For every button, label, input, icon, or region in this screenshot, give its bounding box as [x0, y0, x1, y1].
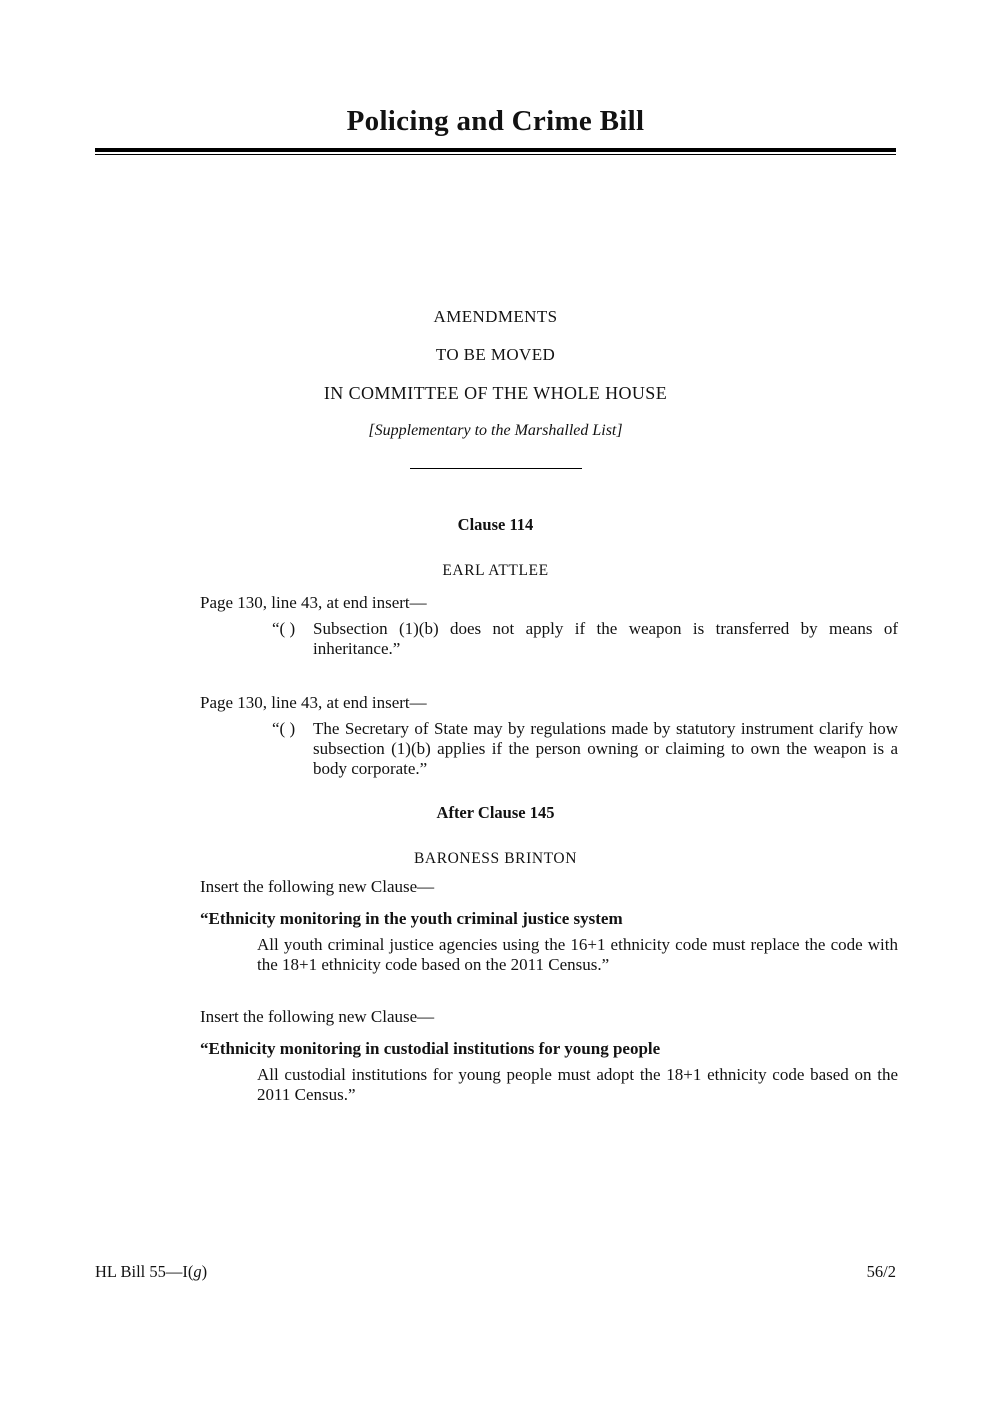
bill-reference-suffix: )	[201, 1262, 208, 1281]
amendment-leadin: Insert the following new Clause—	[200, 877, 435, 896]
clause-heading-after-145: After Clause 145	[436, 803, 555, 822]
new-clause-title: “Ethnicity monitoring in custodial institutions for young people	[200, 1039, 661, 1058]
heading-to-be-moved: TO BE MOVED	[435, 345, 556, 364]
heading-amendments: AMENDMENTS	[433, 307, 558, 326]
amendment-body	[272, 719, 898, 779]
clause-heading-114: Clause 114	[457, 515, 534, 534]
amendment-marker: “( )	[272, 719, 296, 738]
amendment-leadin: Page 130, line 43, at end insert—	[200, 693, 427, 712]
bill-reference-italic: g	[193, 1262, 202, 1281]
title-rule	[95, 148, 896, 155]
amendment-body	[272, 619, 898, 659]
amendment-leadin: Insert the following new Clause—	[200, 1007, 435, 1026]
sponsor-baroness-brinton: BARONESS BRINTON	[413, 850, 578, 867]
amendment-marker: “( )	[272, 619, 296, 638]
amendment-text: Subsection (1)(b) does not apply if the weapon is transferred by means of inheritance.”	[313, 619, 898, 658]
new-clause-title: “Ethnicity monitoring in the youth criminal justice system	[200, 909, 623, 928]
marshalled-list-note: [Supplementary to the Marshalled List]	[368, 422, 623, 439]
amendment-leadin: Page 130, line 43, at end insert—	[200, 593, 427, 612]
bill-reference	[95, 1262, 207, 1282]
page-footer	[95, 1262, 896, 1282]
new-clause-text: All youth criminal justice agencies using the 16+1 ethnicity code must replace the code with the 18+1 ethnicity code based on the 2011 Census.”	[257, 935, 898, 974]
amendment-text: The Secretary of State may by regulations made by statutory instrument clarify how subsection (1)(b) applies if the person owning or claiming to own the weapon is a body corporate.”	[313, 719, 898, 778]
divider-rule	[410, 468, 582, 469]
sponsor-earl-attlee: EARL ATTLEE	[442, 562, 549, 579]
page-number: 56/2	[866, 1262, 896, 1281]
heading-committee: IN COMMITTEE OF THE WHOLE HOUSE	[323, 383, 668, 403]
bill-reference-prefix: HL Bill 55—I(	[95, 1262, 194, 1281]
page-title: Policing and Crime Bill	[346, 105, 645, 137]
front-heading	[0, 307, 991, 469]
new-clause-text: All custodial institutions for young people must adopt the 18+1 ethnicity code based on the 2011 Census.”	[257, 1065, 898, 1104]
